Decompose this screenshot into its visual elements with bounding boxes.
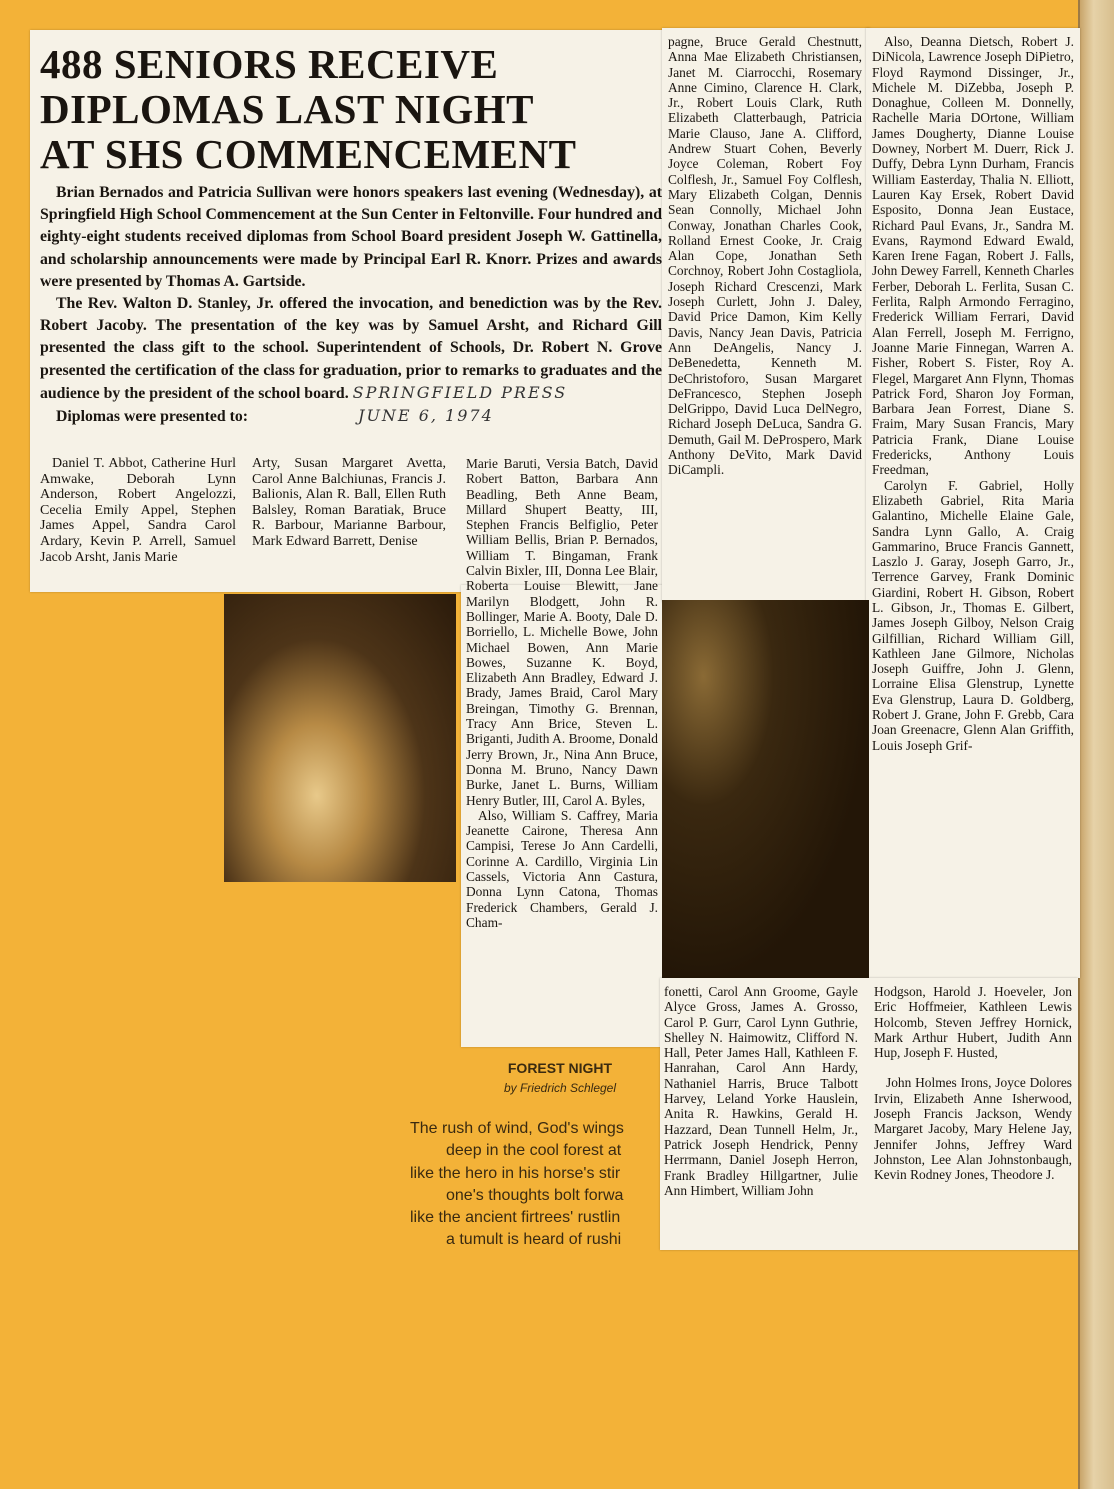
poem-line: The rush of wind, God's wings (410, 1120, 624, 1137)
lead-paragraphs (40, 182, 662, 428)
sky-photo (224, 594, 456, 882)
names-text: fonetti, Carol Ann Groome, Gayle Alyce Gross, James A. Grosso, Carol P. Gurr, Carol Lynn Guthrie, Shelley N. Haimowitz, Clifford N. Hall, Peter James Hall, Kathleen F. Hanrahan, Carol Ann Hardy, Nathaniel Harris, Bruce Talbott Harvey, Leland Yorke Hauslein, Anita R. Hawkins, Gerald H. Hazzard, Dean Tunnell Helm, Jr., Patrick Joseph Hendrick, Penny Herrmann, Daniel Joseph Herron, Frank Bradley Hillgartner, Julie Ann Himbert, William John (664, 984, 858, 1198)
poem-line: like the hero in his horse's stir (410, 1164, 621, 1182)
diplomas-intro: Diplomas were presented to: (56, 408, 249, 426)
names-column-5 (872, 34, 1074, 753)
poem-text (410, 1118, 665, 1252)
headline-line: 488 SENIORS RECEIVE (40, 41, 499, 87)
names-text: Arty, Susan Margaret Avetta, Carol Anne Balchiunas, Francis J. Balionis, Alan R. Ball, Ellen Ruth Balsley, Roman Baratiak, Bruce R. Barbour, Marianne Barbour, Mark Edward Barrett, Denise (252, 456, 446, 549)
names-text: Daniel T. Abbot, Catherine Hurl Amwake, Deborah Lynn Anderson, Robert Angelozzi, Cecelia Emily Appel, Stephen James Appel, Sandra Carol Ardary, Kevin P. Arrell, Samuel Jacob Arsht, Janis Marie (40, 456, 236, 565)
names-text: Also, Deanna Dietsch, Robert J. DiNicola, Lawrence Joseph DiPietro, Floyd Raymond Dissinger, Jr., Michele M. DiZebba, Joseph P. Donaghue, Colleen M. Donnelly, Rachelle Maria DOrtone, William James Dougherty, Dianne Louise Downey, Norbert M. Duerr, Rick J. Duffy, Debra Lynn Durham, Francis William Easterday, Thalia N. Elliott, Lauren Kay Ersek, Robert David Esposito, Donna Jean Eustace, Richard Paul Evans, Jr., Sandra M. Evans, Raymond Edward Ewald, Karen Irene Fagan, Robert J. Falls, John Dewey Farrell, Kenneth Charles Ferber, Deborah L. Ferlita, Susan C. Ferlita, Ralph Armondo Ferragino, Frederick William Ferrari, David Alan Ferrell, Joseph M. Ferrigno, Joanne Marie Finnegan, Warren A. Fisher, Robert S. Fister, Roy A. Flegel, Margaret Ann Flynn, Thomas Patrick Ford, Sharon Joy Forman, Barbara Jean Forrest, Diane S. Fraim, Mary Susan Francis, Mary Patricia Frank, Diane Louise Fredericks, Anthony Louis Freedman, (872, 34, 1074, 478)
poem-title: FOREST NIGHT (507, 1060, 613, 1076)
poem-line: a tumult is heard of rushi (446, 1231, 622, 1249)
forest-night-photo (662, 600, 869, 982)
headline (40, 42, 660, 177)
lead-paragraph-2 (40, 293, 662, 405)
names-column-2 (252, 456, 446, 550)
lead-paragraph-3 (40, 405, 662, 428)
names-column-4 (668, 34, 862, 478)
lead-paragraph-1: Brian Bernados and Patricia Sullivan were honors speakers last evening (Wednesday), at Springfield High School Commencement at the Sun Center in Feltonville. Four hundred and eighty-eight students received diplomas from School Board president Joseph W. Gattinella, and scholarship announcements were made by Principal Earl R. Knorr. Prizes and awards were presented by Thomas A. Gartside. (40, 184, 662, 290)
poem-line: like the ancient firtrees' rustlin (410, 1209, 621, 1227)
headline-line: DIPLOMAS LAST NIGHT (40, 86, 535, 132)
names-text: John Holmes Irons, Joyce Dolores Irvin, Elizabeth Anne Isherwood, Joseph Francis Jackson, Wendy Margaret Jacoby, Mary Helene Jay, Jennifer Johns, Jeffrey Ward Johnston, Lee Alan Johnstonbaugh, Kevin Rodney Jones, Theodore J. (874, 1075, 1072, 1183)
names-column-7 (874, 984, 1072, 1183)
handwritten-date: JUNE 6, 1974 (358, 406, 494, 426)
names-text: Also, William S. Caffrey, Maria Jeanette Cairone, Theresa Ann Campisi, Terese Jo Ann Cardelli, Corinne A. Cardillo, Virginia Lin Cassels, Victoria Ann Castura, Donna Lynn Catona, Thomas Frederick Chambers, Gerald J. Cham- (466, 807, 658, 930)
names-text: Hodgson, Harold J. Hoeveler, Jon Eric Hoffmeier, Kathleen Lewis Holcomb, Steven Jeffrey Hornick, Mark Arthur Hubert, Judith Ann Hup, Joseph F. Husted, (874, 984, 1072, 1061)
names-text: Marie Baruti, Versia Batch, David Robert Batton, Barbara Ann Beadling, Beth Anne Beam, Millard Shupert Beatty, III, Stephen Francis Belfiglio, Peter William Bellis, Brian P. Bernados, William T. Bingaman, Frank Calvin Bixler, III, Donna Lee Blair, Roberta Louise Blewitt, Jane Marilyn Blodgett, John R. Bollinger, Marie A. Booty, Dale D. Borriello, L. Michelle Bowe, John Michael Bowen, Ann Marie Bowes, Suzanne K. Boyd, Elizabeth Ann Bradley, Edward J. Brady, James Braid, Carol Mary Breingan, Timothy G. Brennan, Tracy Ann Brice, Steven L. Briganti, Judith A. Broome, Donald Jerry Brown, Jr., Nina Ann Bruce, Donna M. Bruno, Nancy Dawn Burke, Janet L. Burns, William Henry Butler, III, Carol A. Byles, (466, 456, 658, 808)
names-column-1 (40, 456, 236, 565)
binding-edge (1078, 0, 1114, 1489)
poem-line: one's thoughts bolt forwa (446, 1186, 624, 1204)
names-text: Carolyn F. Gabriel, Holly Elizabeth Gabriel, Rita Maria Galantino, Michelle Elaine Gale, Sandra Lynn Gallo, A. Craig Gammarino, Bruce Francis Gannett, Laszlo J. Garay, Joseph Garro, Jr., Terrence Garvey, Frank Dominic Giardini, Robert H. Gibson, Robert L. Gibson, Jr., Thomas E. Gilbert, James Joseph Gilboy, Nelson Craig Gilfillian, Richard William Gill, Kathleen Jane Gilmore, Nicholas Joseph Guiffre, John J. Glenn, Lorraine Elisa Glenstrup, Lynette Eva Glenstrup, Laura D. Goldberg, Robert J. Grane, John F. Grebb, Cara Joan Greenacre, Glenn Alan Griffith, Louis Joseph Grif- (872, 477, 1074, 753)
poem-author: by Friedrich Schlegel (503, 1081, 617, 1095)
lead-paragraph-2-text: The Rev. Walton D. Stanley, Jr. offered the invocation, and benediction was by the Rev. Robert Jacoby. The presentation of the key was by Samuel Arsht, and Richard Gill presented the class gift to the school. Superintendent of Schools, Dr. Robert N. Grove presented the certification of the class for graduation, prior to remarks to graduates and the audience by the president of the school board. (40, 295, 662, 402)
names-text: pagne, Bruce Gerald Chestnutt, Anna Mae Elizabeth Christiansen, Janet M. Ciarrocchi, Rosemary Anne Cimino, Clarence H. Clark, Jr., Robert Louis Clark, Ruth Elizabeth Clatterbaugh, Patricia Marie Clauso, Jane A. Clifford, Andrew Stuart Cohen, Beverly Joyce Coleman, Robert Foy Colflesh, Jr., Samuel Foy Colflesh, Mary Elizabeth Colgan, Dennis Sean Connolly, Michael John Conway, Jonathan Charles Cook, Rolland Ernest Cooke, Jr. Craig Alan Cope, Jonathan Seth Corchnoy, Robert John Costagliola, Joseph Richard Crescenzi, Mark Joseph Curlett, John J. Daley, David Price Damon, Kim Kelly Davis, Nancy Jean Davis, Patricia Ann DeAngelis, Nancy J. DeBenedetta, Kenneth M. DeChristoforo, Susan Margaret DeFrancesco, Stephen Joseph DelGrippo, David Luca DelNegro, Richard Joseph DeLuca, Sandra G. Demuth, Gail M. DeProspero, Mark Anthony DeVito, Mark David DiCampli. (668, 34, 862, 478)
names-column-3 (466, 456, 658, 930)
poem-line: deep in the cool forest at (446, 1142, 622, 1160)
headline-line: AT SHS COMMENCEMENT (40, 131, 577, 177)
handwritten-source: SPRINGFIELD PRESS (352, 382, 568, 402)
names-column-6 (664, 984, 858, 1198)
